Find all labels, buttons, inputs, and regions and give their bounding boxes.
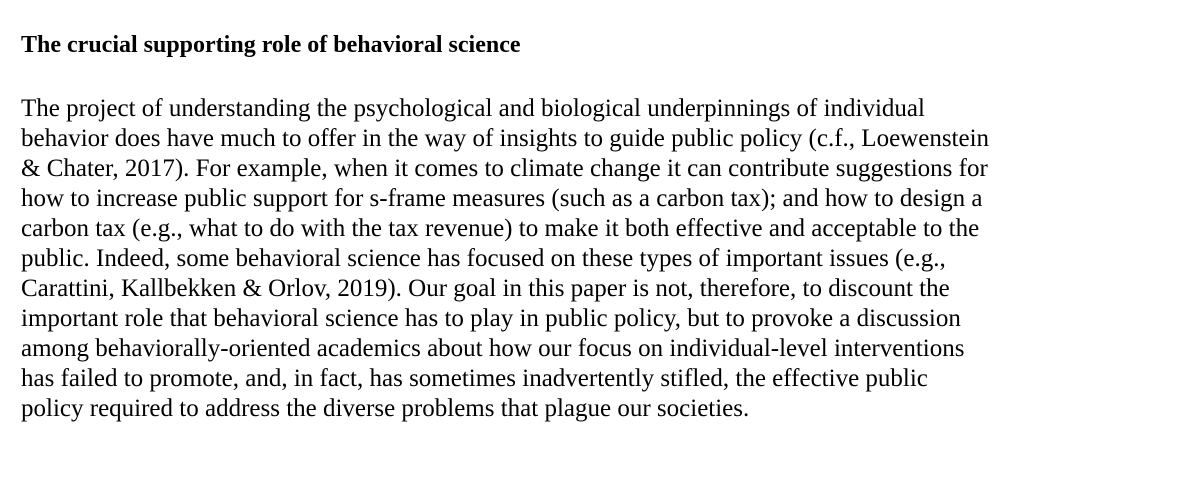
section-heading: The crucial supporting role of behavioral science	[21, 32, 521, 58]
paragraph-line: public. Indeed, some behavioral science has focused on these types of important issues (e.g.,	[21, 245, 946, 272]
paragraph-line: Carattini, Kallbekken & Orlov, 2019). Our goal in this paper is not, therefore, to discount the	[21, 275, 950, 302]
paragraph-line: & Chater, 2017). For example, when it comes to climate change it can contribute suggestions for	[21, 155, 988, 182]
paragraph-line: behavior does have much to offer in the way of insights to guide public policy (c.f., Loewenstein	[21, 125, 990, 152]
paragraph-line: how to increase public support for s-frame measures (such as a carbon tax); and how to design a	[21, 185, 983, 212]
body-paragraph	[21, 94, 989, 424]
paragraph-line: policy required to address the diverse problems that plague our societies.	[21, 395, 750, 422]
paragraph-line: carbon tax (e.g., what to do with the tax revenue) to make it both effective and acceptable to the	[21, 215, 980, 242]
paragraph-line: has failed to promote, and, in fact, has sometimes inadvertently stifled, the effective public	[21, 365, 928, 392]
paragraph-line: The project of understanding the psychological and biological underpinnings of individual	[21, 95, 925, 122]
paragraph-line: among behaviorally-oriented academics about how our focus on individual-level interventions	[21, 335, 965, 362]
paragraph-line: important role that behavioral science has to play in public policy, but to provoke a discussion	[21, 305, 961, 332]
